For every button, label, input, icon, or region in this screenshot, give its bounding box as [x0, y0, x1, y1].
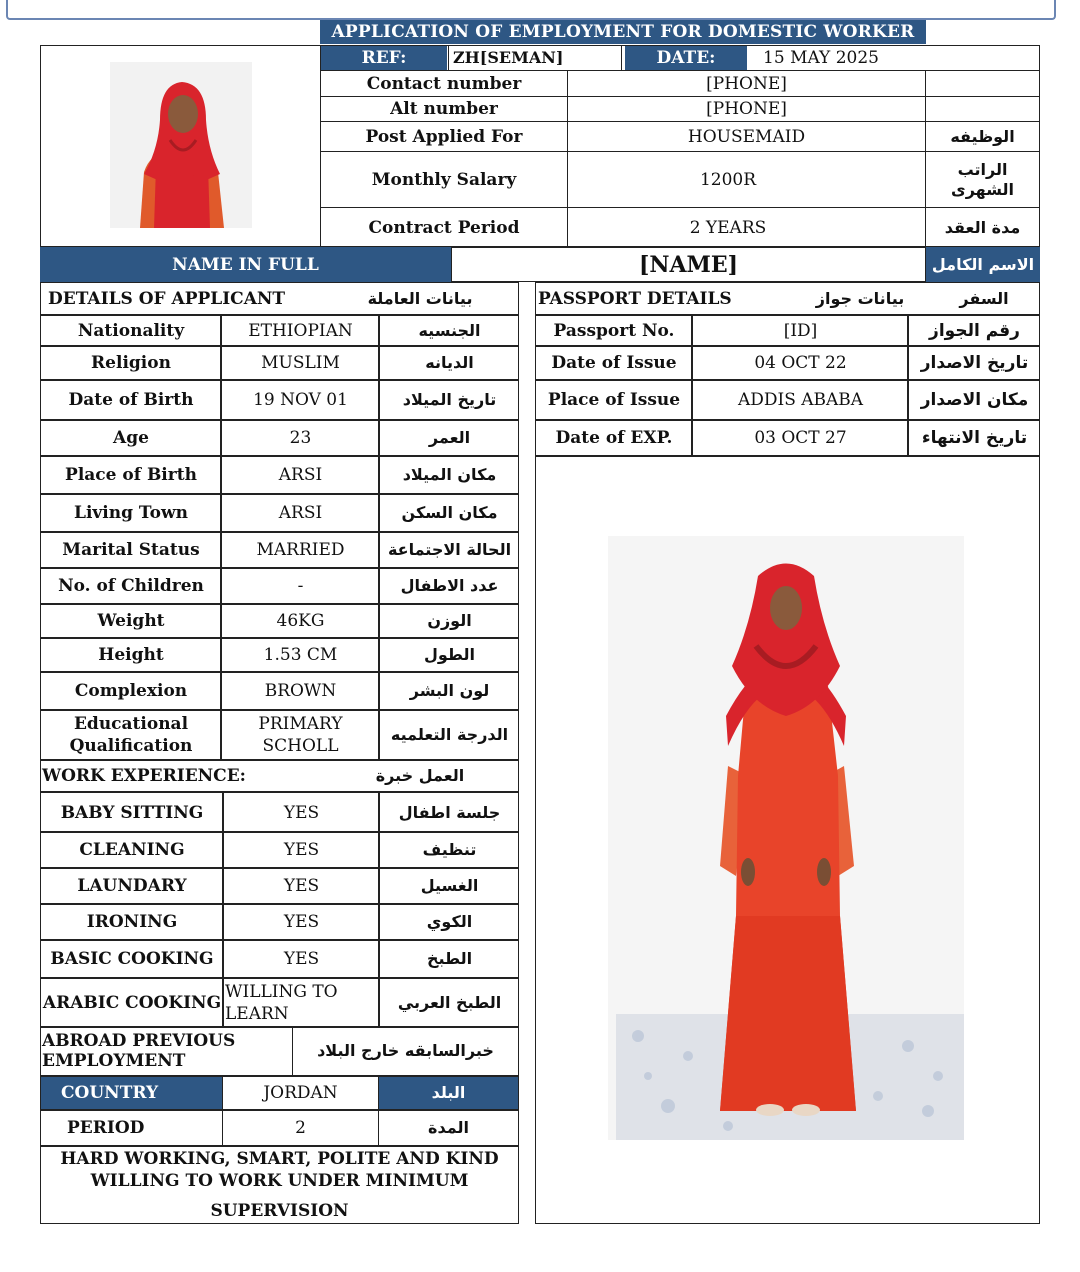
applicant-arabic: الطول: [424, 645, 475, 664]
applicant-value: 46KG: [276, 611, 325, 631]
applicant-label: Weight: [97, 611, 165, 631]
period-value: 2: [295, 1118, 306, 1138]
applicant-label: Date of Birth: [68, 390, 194, 410]
work-value: YES: [283, 802, 320, 823]
ref-value: ZH[SEMAN]: [453, 48, 564, 67]
remarks: [42, 1148, 517, 1224]
monthly-salary-arabic: [926, 152, 1039, 207]
contract-period-arabic: مدة العقد: [944, 217, 1021, 237]
period-label: PERIOD: [67, 1118, 145, 1138]
work-label: BABY SITTING: [60, 802, 204, 823]
remark-line1: HARD WORKING, SMART, POLITE AND KIND: [60, 1149, 499, 1169]
abroad-line2: EMPLOYMENT: [42, 1051, 186, 1071]
passport-arabic: تاريخ الانتهاء: [921, 428, 1028, 448]
applicant-label: Height: [98, 645, 164, 665]
work-value-line1: WILLING TO: [225, 981, 338, 1002]
applicant-value: ARSI: [278, 503, 323, 523]
applicant-arabic: الجنسيه: [418, 321, 481, 340]
applicant-label-line1: Educational: [73, 714, 189, 734]
work-experience-heading-arabic: العمل خبرة: [375, 765, 465, 785]
contact-number-label: Contact number: [366, 73, 522, 94]
applicant-arabic: الديانه: [425, 353, 474, 372]
work-label: CLEANING: [79, 840, 185, 860]
date-value: 15 MAY 2025: [763, 48, 879, 68]
name-arabic: الاسم الكامل: [926, 247, 1040, 282]
remark-line2: WILLING TO WORK UNDER MINIMUM: [90, 1171, 469, 1191]
post-applied-value: HOUSEMAID: [687, 126, 806, 147]
passport-heading-arabic-2: السفر: [959, 289, 1009, 308]
period-arabic: المدة: [428, 1118, 469, 1137]
monthly-salary-value: 1200R: [699, 169, 757, 190]
applicant-heading-arabic: بيانات العاملة: [367, 289, 473, 308]
work-label: LAUNDARY: [77, 876, 187, 896]
work-label: BASIC COOKING: [50, 949, 214, 969]
work-label: ARABIC COOKING: [42, 992, 222, 1013]
full-name-value: [NAME]: [638, 251, 739, 278]
country-label: COUNTRY: [41, 1077, 222, 1109]
work-arabic: الطبخ: [426, 949, 473, 968]
abroad-employment-label: [41, 1027, 291, 1075]
date-label: DATE:: [625, 46, 747, 70]
work-arabic: الكوي: [426, 912, 473, 931]
name-label: NAME IN FULL: [40, 247, 451, 282]
salary-arabic-line1: الراتب: [957, 159, 1008, 179]
applicant-value: MARRIED: [256, 540, 345, 560]
applicant-value: 19 NOV 01: [253, 390, 348, 410]
passport-value: ADDIS ABABA: [737, 390, 864, 410]
applicant-value: MUSLIM: [261, 353, 340, 373]
applicant-photo-small: [110, 62, 252, 228]
passport-arabic: تاريخ الاصدار: [920, 353, 1029, 373]
applicant-value: -: [297, 576, 304, 596]
remark-line3: SUPERVISION: [210, 1201, 349, 1221]
applicant-label: Complexion: [74, 681, 188, 701]
applicant-value: 1.53 CM: [263, 645, 338, 665]
applicant-value: [222, 710, 379, 760]
applicant-label: Place of Birth: [65, 465, 197, 485]
ref-label: REF:: [321, 46, 447, 70]
applicant-photo-full: [608, 536, 964, 1140]
applicant-value: ETHIOPIAN: [248, 321, 353, 341]
passport-label: Place of Issue: [547, 390, 681, 410]
form-title: APPLICATION OF EMPLOYMENT FOR DOMESTIC WORKER: [320, 20, 926, 44]
passport-arabic: رقم الجواز: [929, 321, 1020, 341]
work-value: YES: [283, 912, 320, 932]
passport-heading-arabic-1: بيانات جواز: [815, 289, 905, 308]
salary-arabic-line2: الشهرى: [951, 179, 1014, 199]
applicant-label: Age: [113, 428, 149, 448]
work-value: [224, 978, 379, 1027]
applicant-label: Religion: [91, 353, 171, 373]
work-label: IRONING: [86, 912, 178, 932]
alt-number-value: [PHONE]: [706, 99, 787, 119]
passport-heading: PASSPORT DETAILS: [538, 289, 732, 309]
passport-label: Date of Issue: [551, 353, 677, 373]
applicant-label: Marital Status: [62, 540, 200, 560]
passport-label: Date of EXP.: [555, 428, 673, 448]
passport-arabic: مكان الاصدار: [920, 390, 1029, 410]
alt-number-label: Alt number: [390, 99, 498, 119]
applicant-arabic: الحالة الاجتماعة: [387, 540, 512, 559]
work-arabic: جلسة اطفال: [398, 802, 501, 822]
applicant-value: ARSI: [278, 465, 323, 485]
applicant-arabic: عدد الاطفال: [400, 576, 499, 595]
work-value: YES: [283, 949, 320, 969]
work-experience-heading: WORK EXPERIENCE:: [42, 765, 246, 786]
applicant-label-line2: Qualification: [69, 736, 193, 756]
country-value: JORDAN: [263, 1083, 338, 1103]
work-arabic: الطبخ العربي: [397, 992, 502, 1012]
country-arabic: البلد: [379, 1077, 518, 1109]
applicant-arabic: الوزن: [427, 611, 472, 630]
post-applied-arabic: الوظيفه: [950, 126, 1015, 146]
contract-period-label: Contract Period: [368, 217, 520, 238]
applicant-arabic: الدرجة التعلميه: [390, 725, 509, 744]
work-value-line2: LEARN: [225, 1003, 289, 1024]
applicant-arabic: تاريخ الميلاد: [402, 390, 497, 409]
passport-value: 03 OCT 27: [754, 428, 847, 448]
applicant-label: [41, 710, 221, 760]
applicant-value: BROWN: [264, 681, 337, 701]
applicant-label: Nationality: [77, 321, 185, 341]
applicant-arabic: مكان الميلاد: [402, 465, 497, 484]
applicant-arabic: مكان السكن: [401, 503, 498, 522]
contract-period-value: 2 YEARS: [689, 217, 767, 238]
applicant-arabic: لون البشر: [409, 681, 490, 700]
passport-label: Passport No.: [553, 321, 675, 341]
abroad-line1: ABROAD PREVIOUS: [42, 1031, 236, 1051]
applicant-value-line1: PRIMARY: [258, 714, 343, 734]
page-frame-top: [6, 0, 1056, 20]
applicant-label: No. of Children: [58, 576, 204, 596]
contact-number-value: [PHONE]: [706, 73, 787, 94]
post-applied-label: Post Applied For: [365, 126, 523, 147]
work-value: YES: [283, 840, 320, 860]
passport-value: 04 OCT 22: [754, 353, 847, 373]
work-value: YES: [283, 876, 320, 896]
applicant-value-line2: SCHOLL: [262, 736, 339, 756]
applicant-arabic: العمر: [428, 428, 471, 447]
applicant-value: 23: [289, 428, 312, 448]
applicant-heading: DETAILS OF APPLICANT: [48, 289, 286, 309]
passport-value: [ID]: [783, 321, 818, 341]
monthly-salary-label: Monthly Salary: [371, 169, 517, 190]
work-arabic: تنظيف: [422, 840, 477, 859]
applicant-label: Living Town: [74, 503, 188, 523]
work-arabic: الغسيل: [420, 876, 479, 895]
abroad-employment-arabic: خبرالسابقه خارج البلاد: [317, 1041, 494, 1060]
